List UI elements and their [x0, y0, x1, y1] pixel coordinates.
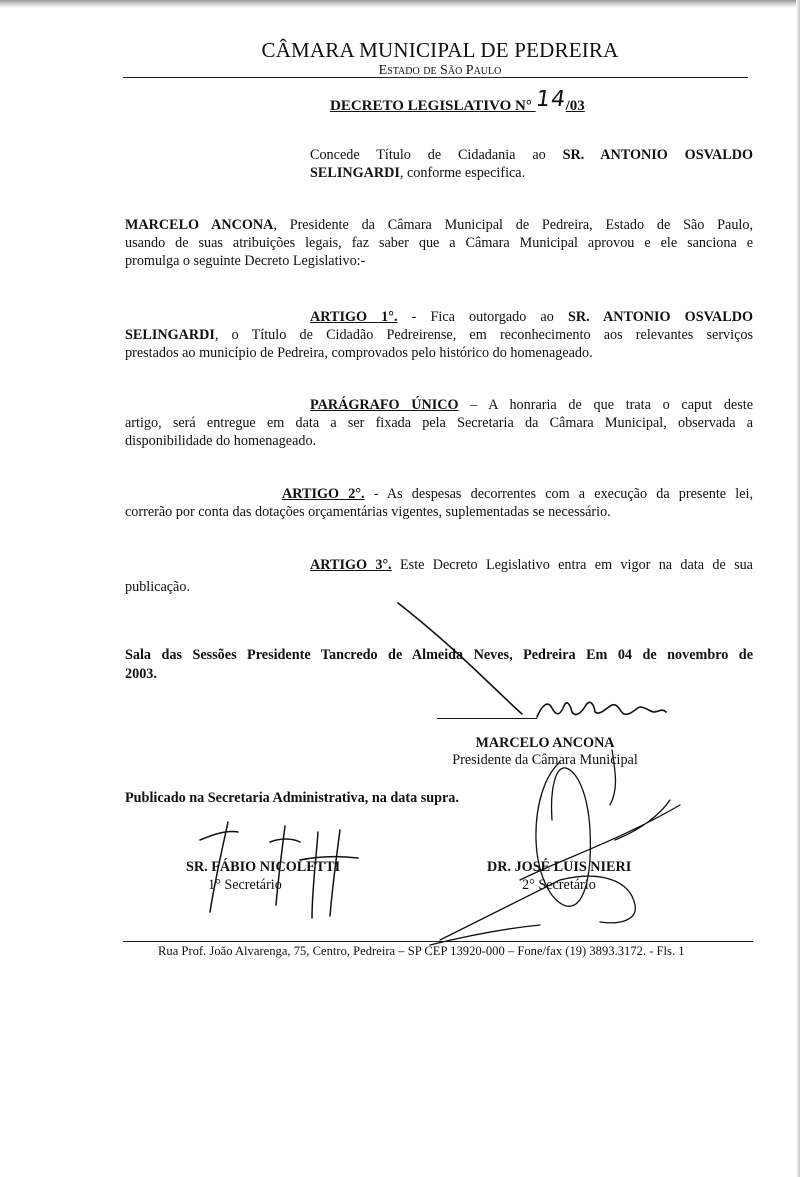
- preamble: [125, 216, 753, 271]
- president-role: Presidente da Câmara Municipal: [452, 752, 638, 768]
- article-1-honoree-1: SR. ANTONIO OSVALDO: [567, 309, 753, 325]
- sole-paragraph-label: PARÁGRAFO ÚNICO: [310, 397, 459, 413]
- article-3-line-1: Este Decreto Legislativo entra em vigor na data de sua: [391, 557, 753, 573]
- decree-title: [330, 87, 585, 116]
- session-line-1: Sala das Sessões Presidente Tancredo de Almeida Neves, Pedreira Em 04 de novembro de: [125, 647, 753, 663]
- honoree-name-1: SR. ANTONIO OSVALDO: [562, 147, 754, 163]
- footer-address: Rua Prof. João Alvarenga, 75, Centro, Pedreira – SP CEP 13920-000 – Fone/fax (19) 3893.3172. - Fls. 1: [158, 944, 685, 958]
- scan-edge-top: [0, 0, 800, 8]
- article-2: [125, 485, 753, 521]
- ementa: [310, 146, 753, 182]
- publication-note: Publicado na Secretaria Administrativa, na data supra.: [125, 790, 459, 806]
- sole-paragraph-line-3: disponibilidade do homenageado.: [125, 433, 317, 450]
- signature-line: [437, 718, 537, 719]
- article-1-line-1: - Fica outorgado ao: [397, 309, 554, 325]
- article-2-line-1: - As despesas decorrentes com a execução da presente lei,: [364, 486, 753, 502]
- article-1-line-3: prestados ao município de Pedreira, comprovados pelo histórico do homenageado.: [125, 345, 593, 362]
- decree-suffix: /03: [565, 98, 585, 114]
- secretary-2-role: 2° Secretário: [522, 877, 596, 893]
- preamble-line-2: usando de suas atribuições legais, faz saber que a Câmara Municipal aprovou e ele sanciona e: [125, 235, 753, 252]
- ementa-text-2: , conforme especifica.: [399, 165, 526, 182]
- article-1: [125, 308, 753, 363]
- institution-title: CÂMARA MUNICIPAL DE PEDREIRA: [261, 38, 619, 62]
- article-2-label: ARTIGO 2°.: [282, 486, 365, 502]
- ementa-text-1: Concede Título de Cidadania ao: [310, 147, 546, 163]
- footer-rule: [123, 941, 753, 942]
- decree-number: 14: [533, 87, 568, 112]
- honoree-name-2: SELINGARDI: [310, 165, 400, 182]
- sole-paragraph-line-1: – A honraria de que trata o caput deste: [458, 397, 753, 413]
- session-statement: [125, 646, 753, 684]
- session-line-2: 2003.: [125, 666, 157, 682]
- secretary-2-name: DR. JOSÉ LUIS NIERI: [487, 859, 632, 875]
- secretary-2-signature: [430, 750, 680, 945]
- president-name-inline: MARCELO ANCONA: [125, 217, 274, 233]
- article-1-line-2: , o Título de Cidadão Pedreirense, em reconhecimento aos relevantes serviços: [214, 327, 753, 344]
- article-3: [125, 556, 753, 596]
- secretary-1-name: SR. FÁBIO NICOLETTI: [186, 859, 341, 875]
- article-3-line-2: publicação.: [125, 579, 190, 596]
- article-3-label: ARTIGO 3°.: [310, 557, 392, 573]
- scan-edge-right: [796, 0, 800, 1177]
- article-1-label: ARTIGO 1°.: [310, 309, 398, 325]
- preamble-line-3: promulga o seguinte Decreto Legislativo:-: [125, 253, 366, 270]
- sole-paragraph-line-2: artigo, será entregue em data a ser fixada pela Secretaria da Câmara Municipal, observada a: [125, 415, 753, 432]
- header-rule: [123, 77, 748, 78]
- sole-paragraph: [125, 396, 753, 451]
- secretary-1-role: 1° Secretário: [208, 877, 282, 893]
- preamble-line-1: , Presidente da Câmara Municipal de Pedreira, Estado de São Paulo,: [273, 217, 753, 233]
- institution-state: Estado de São Paulo: [378, 63, 502, 78]
- article-1-honoree-2: SELINGARDI: [125, 327, 215, 344]
- decree-prefix: DECRETO LEGISLATIVO N°: [330, 98, 532, 114]
- president-name: MARCELO ANCONA: [475, 735, 615, 751]
- article-2-line-2: correrão por conta das dotações orçamentárias vigentes, suplementadas se necessário.: [125, 504, 611, 521]
